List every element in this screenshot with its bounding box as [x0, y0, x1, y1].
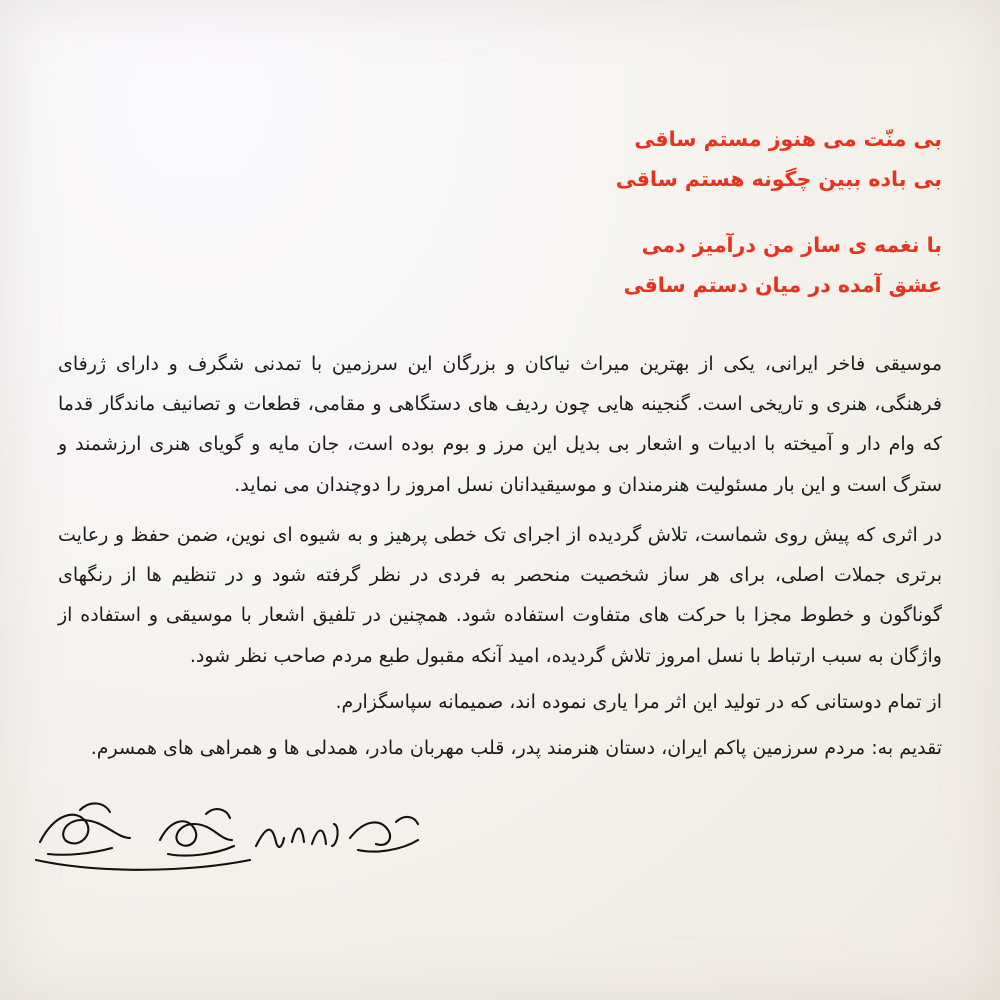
handwritten-signature-icon: [20, 790, 440, 880]
poem-line: عشق آمده در میان دستم ساقی: [623, 272, 942, 297]
body-text: [58, 344, 942, 769]
poem-stanza-1: [58, 120, 942, 200]
poem-line: بی منّت می هنوز مستم ساقی: [634, 127, 942, 151]
paragraph: موسیقی فاخر ایرانی، یکی از بهترین میراث نیاکان و بزرگان این سرزمین با تمدنی شگرف و دارای ژرفای فرهنگی، هنری و تاریخی است. گنجینه هایی چون ردیف های دستگاهی و مقامی، قطعات و تصانیف ماندگار قدما که وام دار و آمیخته با ادبیات و اشعار بی بدیل این مرز و بوم بوده است، جان مایه و گویای هنری ارزشمند و سترگ است و این بار مسئولیت هنرمندان و موسیقیدانان نسل امروز را دوچندان می نماید.: [58, 352, 942, 496]
poem-line: بی باده ببین چگونه هستم ساقی: [615, 166, 942, 191]
poem-stanza-2: [58, 226, 942, 306]
paragraph: از تمام دوستانی که در تولید این اثر مرا یاری نموده اند، صمیمانه سپاسگزارم.: [335, 691, 942, 713]
poem-line: با نغمه ی ساز من درآمیز دمی: [641, 232, 942, 257]
paragraph: در اثری که پیش روی شماست، تلاش گردیده از اجرای تک خطی پرهیز و به شیوه ای نوین، ضمن حفظ و رعایت برتری جملات اصلی، برای هر ساز شخصیت منحصر به فردی در نظر گرفته شود و در تنظیم ها از رنگهای گوناگون و خطوط مجزا با حرکت های متفاوت استفاده شود. همچنین در تلفیق اشعار با موسیقی و استفاده از واژگان به سبب ارتباط با نسل امروز تلاش گردیده، امید آنکه مقبول طبع مردم صاحب نظر شود.: [58, 523, 942, 667]
poem-block: [58, 120, 942, 306]
paragraph: تقدیم به: مردم سرزمین پاکم ایران، دستان هنرمند پدر، قلب مهربان مادر، همدلی ها و همراهی های همسرم.: [90, 737, 942, 760]
signature-block: [20, 790, 440, 880]
